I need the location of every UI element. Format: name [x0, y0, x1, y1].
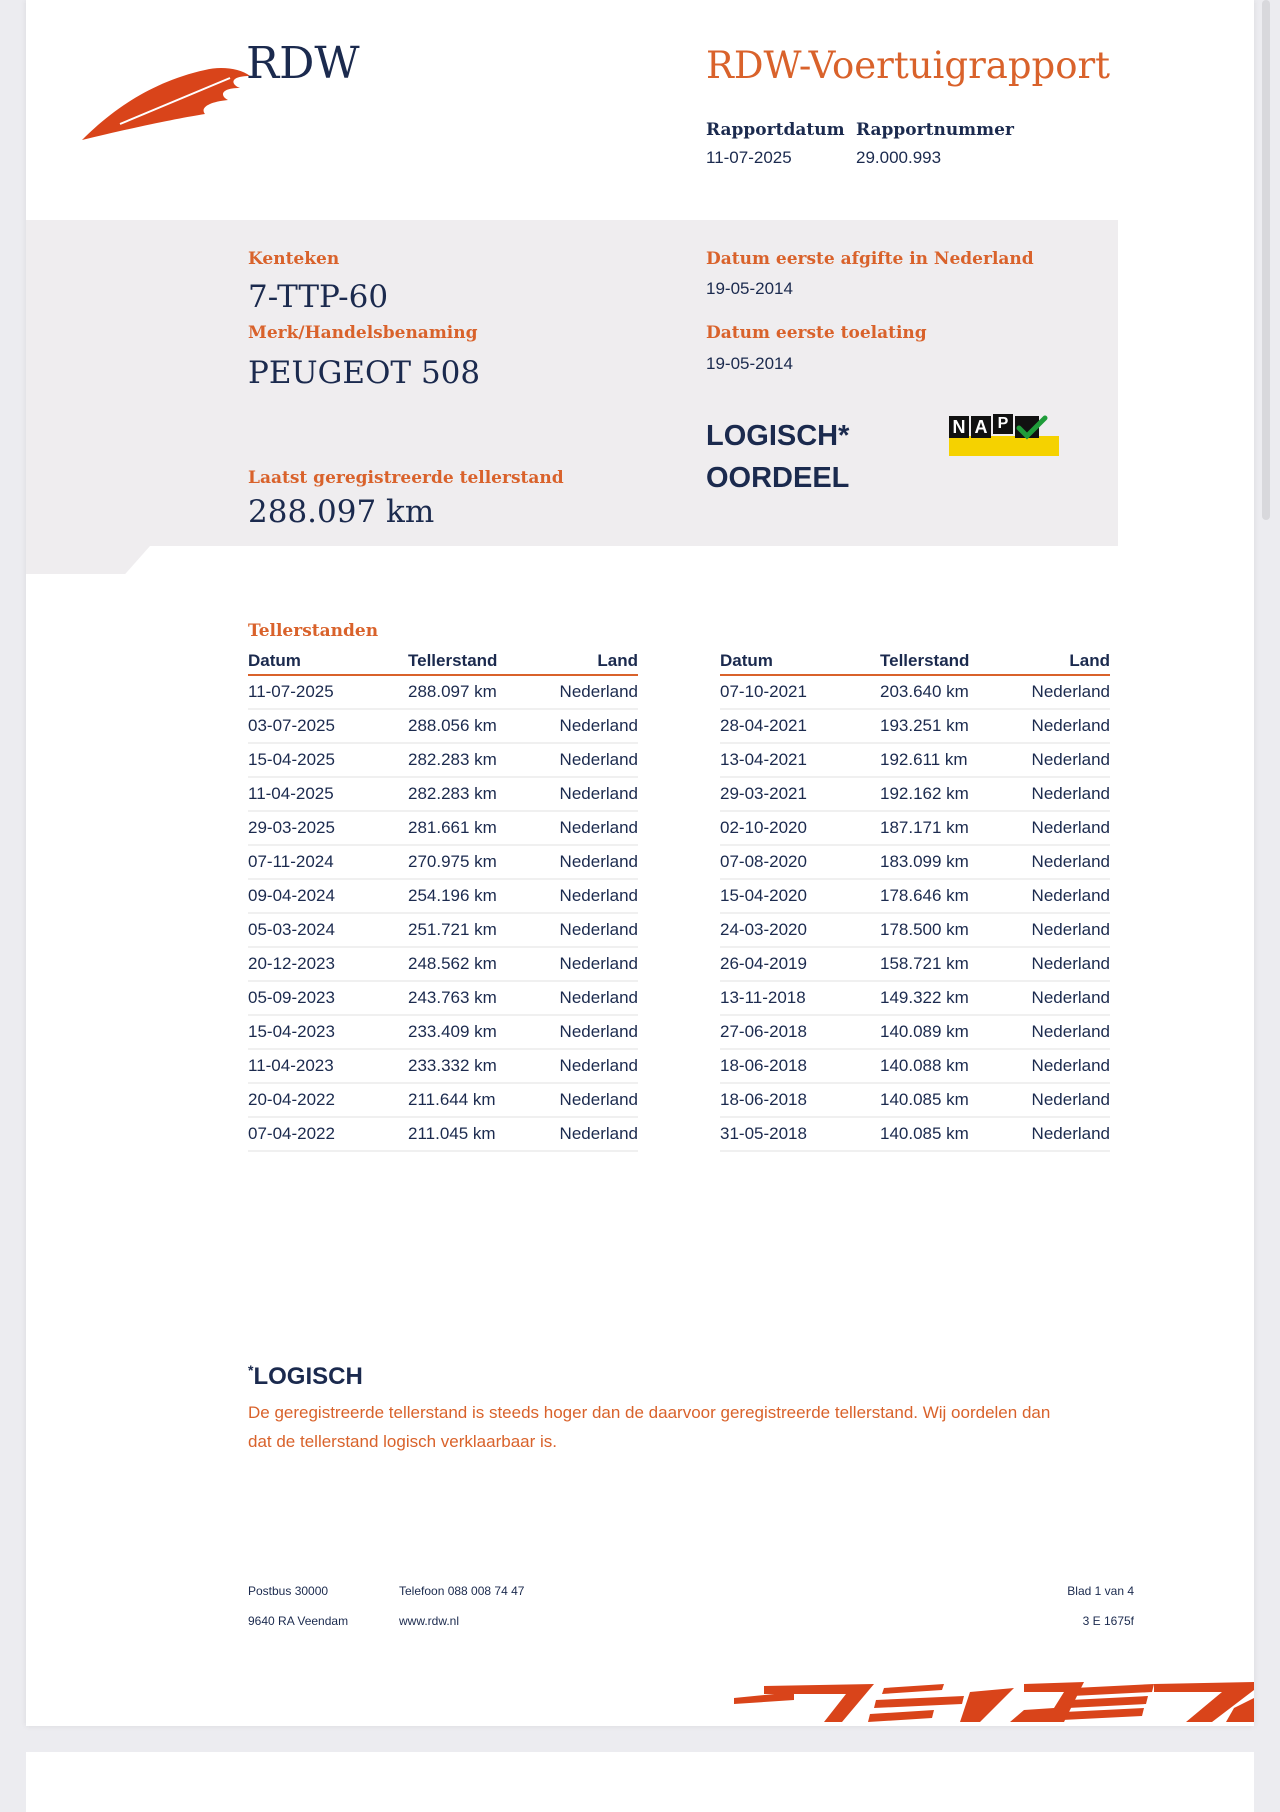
cell-date: 18-06-2018	[720, 1049, 880, 1083]
cell-country: Nederland	[990, 743, 1110, 777]
table-row	[720, 879, 1110, 913]
table-row	[248, 743, 638, 777]
cell-country: Nederland	[990, 947, 1110, 981]
table-row	[720, 845, 1110, 879]
table-row	[720, 743, 1110, 777]
cell-odometer: 233.332 km	[408, 1049, 518, 1083]
note-asterisk: *	[248, 1362, 254, 1378]
cell-country: Nederland	[990, 1083, 1110, 1117]
report-title: RDW-Voertuigrapport	[706, 44, 1111, 87]
rdw-feather-logo-icon	[80, 62, 252, 144]
cell-odometer: 288.097 km	[408, 675, 518, 709]
nap-letter-p: P	[993, 414, 1013, 434]
footer-address-line1: Postbus 30000	[248, 1584, 329, 1598]
cell-date: 07-04-2022	[248, 1117, 408, 1151]
checkmark-icon	[1015, 414, 1049, 442]
nap-letter-n: N	[949, 416, 969, 438]
nap-logo-icon	[949, 414, 1059, 458]
report-date: 11-07-2025	[706, 148, 792, 167]
cell-odometer: 233.409 km	[408, 1015, 518, 1049]
footer-address-line2: 9640 RA Veendam	[248, 1614, 349, 1628]
table-row	[248, 947, 638, 981]
cell-odometer: 282.283 km	[408, 743, 518, 777]
table-row	[720, 947, 1110, 981]
cell-date: 29-03-2021	[720, 777, 880, 811]
table-row	[720, 1049, 1110, 1083]
cell-odometer: 178.500 km	[880, 913, 990, 947]
cell-odometer: 149.322 km	[880, 981, 990, 1015]
footer-website-link[interactable]: www.rdw.nl	[399, 1614, 460, 1628]
cell-odometer: 158.721 km	[880, 947, 990, 981]
cell-date: 15-04-2020	[720, 879, 880, 913]
cell-country: Nederland	[518, 1015, 638, 1049]
cell-date: 13-04-2021	[720, 743, 880, 777]
table-row	[720, 981, 1110, 1015]
table-row	[720, 811, 1110, 845]
cell-country: Nederland	[518, 845, 638, 879]
table-row	[248, 777, 638, 811]
cell-country: Nederland	[518, 709, 638, 743]
cell-odometer: 140.085 km	[880, 1083, 990, 1117]
column-header-country: Land	[518, 650, 638, 675]
cell-date: 27-06-2018	[720, 1015, 880, 1049]
first-admission-date: 19-05-2014	[706, 354, 793, 373]
cell-odometer: 243.763 km	[408, 981, 518, 1015]
table-row	[248, 675, 638, 709]
cell-country: Nederland	[518, 913, 638, 947]
first-issue-date: 19-05-2014	[706, 279, 793, 298]
cell-country: Nederland	[518, 675, 638, 709]
cell-date: 02-10-2020	[720, 811, 880, 845]
cell-date: 20-12-2023	[248, 947, 408, 981]
cell-country: Nederland	[518, 981, 638, 1015]
cell-date: 31-05-2018	[720, 1117, 880, 1151]
table-row	[248, 1015, 638, 1049]
cell-date: 15-04-2025	[248, 743, 408, 777]
cell-date: 11-07-2025	[248, 675, 408, 709]
first-admission-label: Datum eerste toelating	[706, 323, 927, 343]
cell-odometer: 251.721 km	[408, 913, 518, 947]
odometer-table-left	[248, 650, 638, 1152]
cell-country: Nederland	[518, 879, 638, 913]
report-date-label: Rapportdatum	[706, 120, 845, 140]
table-row	[720, 777, 1110, 811]
cell-date: 07-10-2021	[720, 675, 880, 709]
cell-country: Nederland	[518, 811, 638, 845]
cell-date: 26-04-2019	[720, 947, 880, 981]
cell-date: 07-08-2020	[720, 845, 880, 879]
column-header-date: Datum	[720, 650, 880, 675]
cell-odometer: 211.644 km	[408, 1083, 518, 1117]
cell-odometer: 187.171 km	[880, 811, 990, 845]
make-name: PEUGEOT 508	[248, 355, 481, 391]
cell-odometer: 270.975 km	[408, 845, 518, 879]
cell-date: 24-03-2020	[720, 913, 880, 947]
cell-date: 11-04-2025	[248, 777, 408, 811]
table-row	[248, 879, 638, 913]
plate-number: 7-TTP-60	[248, 279, 389, 315]
cell-odometer: 248.562 km	[408, 947, 518, 981]
cell-date: 11-04-2023	[248, 1049, 408, 1083]
cell-odometer: 140.088 km	[880, 1049, 990, 1083]
note-text-line2: dat de tellerstand logisch verklaarbaar is.	[248, 1432, 557, 1451]
cell-country: Nederland	[518, 777, 638, 811]
cell-odometer: 192.162 km	[880, 777, 990, 811]
report-number-label: Rapportnummer	[856, 120, 1014, 140]
table-row	[248, 811, 638, 845]
table-header-row	[248, 650, 638, 675]
verdict-line1: LOGISCH*	[706, 420, 850, 452]
first-issue-label: Datum eerste afgifte in Nederland	[706, 249, 1034, 269]
cell-country: Nederland	[518, 1117, 638, 1151]
scrollbar[interactable]	[1262, 0, 1270, 520]
report-page	[26, 0, 1254, 1726]
nap-letter-a: A	[971, 416, 991, 438]
cell-country: Nederland	[990, 777, 1110, 811]
cell-date: 13-11-2018	[720, 981, 880, 1015]
cell-country: Nederland	[990, 879, 1110, 913]
cell-country: Nederland	[990, 811, 1110, 845]
note-text	[248, 1398, 1148, 1456]
cell-date: 03-07-2025	[248, 709, 408, 743]
column-header-country: Land	[990, 650, 1110, 675]
cell-country: Nederland	[518, 1083, 638, 1117]
footer-code: 3 E 1675f	[1082, 1614, 1134, 1628]
table-row	[248, 1117, 638, 1151]
brand-name: RDW	[246, 38, 360, 89]
note-text-line1: De geregistreerde tellerstand is steeds hoger dan de daarvoor geregistreerde tellerstand. Wij oordelen dan	[248, 1403, 1051, 1422]
cell-odometer: 178.646 km	[880, 879, 990, 913]
column-header-odometer: Tellerstand	[408, 650, 518, 675]
cell-odometer: 282.283 km	[408, 777, 518, 811]
cell-country: Nederland	[990, 675, 1110, 709]
cell-country: Nederland	[990, 709, 1110, 743]
last-odometer-value: 288.097 km	[248, 494, 435, 530]
cell-odometer: 193.251 km	[880, 709, 990, 743]
cell-odometer: 288.056 km	[408, 709, 518, 743]
cell-country: Nederland	[990, 981, 1110, 1015]
table-row	[720, 913, 1110, 947]
cell-odometer: 203.640 km	[880, 675, 990, 709]
table-row	[248, 1049, 638, 1083]
plate-label: Kenteken	[248, 249, 340, 269]
cell-date: 09-04-2024	[248, 879, 408, 913]
footer-phone: Telefoon 088 008 74 47	[399, 1584, 525, 1598]
table-row	[248, 709, 638, 743]
cell-date: 28-04-2021	[720, 709, 880, 743]
table-row	[720, 675, 1110, 709]
table-row	[720, 1083, 1110, 1117]
column-header-date: Datum	[248, 650, 408, 675]
table-row	[248, 1083, 638, 1117]
cell-date: 20-04-2022	[248, 1083, 408, 1117]
next-page-preview	[26, 1752, 1254, 1812]
cell-country: Nederland	[518, 1049, 638, 1083]
cell-date: 05-09-2023	[248, 981, 408, 1015]
table-row	[248, 913, 638, 947]
panel-tab-decoration	[26, 546, 150, 574]
table-row	[720, 709, 1110, 743]
cell-country: Nederland	[518, 743, 638, 777]
cell-odometer: 192.611 km	[880, 743, 990, 777]
table-row	[248, 845, 638, 879]
make-label: Merk/Handelsbenaming	[248, 323, 478, 343]
column-header-odometer: Tellerstand	[880, 650, 990, 675]
table-row	[720, 1117, 1110, 1151]
cell-odometer: 281.661 km	[408, 811, 518, 845]
cell-country: Nederland	[990, 913, 1110, 947]
note-title: LOGISCH	[253, 1363, 363, 1390]
cell-odometer: 254.196 km	[408, 879, 518, 913]
odometer-section-title: Tellerstanden	[248, 621, 379, 641]
cell-date: 07-11-2024	[248, 845, 408, 879]
cell-country: Nederland	[990, 1117, 1110, 1151]
cell-country: Nederland	[990, 1049, 1110, 1083]
footer-page-number: Blad 1 van 4	[1067, 1584, 1134, 1598]
cell-odometer: 183.099 km	[880, 845, 990, 879]
cell-odometer: 140.089 km	[880, 1015, 990, 1049]
cell-date: 05-03-2024	[248, 913, 408, 947]
report-number: 29.000.993	[856, 148, 942, 167]
verdict-line2: OORDEEL	[706, 462, 850, 494]
cell-date: 29-03-2025	[248, 811, 408, 845]
odometer-table-right	[720, 650, 1110, 1152]
cell-odometer: 140.085 km	[880, 1117, 990, 1151]
cell-date: 15-04-2023	[248, 1015, 408, 1049]
cell-country: Nederland	[990, 845, 1110, 879]
table-row	[720, 1015, 1110, 1049]
decorative-stripes-icon	[734, 1678, 1254, 1726]
cell-country: Nederland	[518, 947, 638, 981]
cell-odometer: 211.045 km	[408, 1117, 518, 1151]
note-heading	[248, 1362, 363, 1391]
last-odometer-label: Laatst geregistreerde tellerstand	[248, 468, 564, 488]
cell-date: 18-06-2018	[720, 1083, 880, 1117]
table-row	[248, 981, 638, 1015]
table-header-row	[720, 650, 1110, 675]
cell-country: Nederland	[990, 1015, 1110, 1049]
